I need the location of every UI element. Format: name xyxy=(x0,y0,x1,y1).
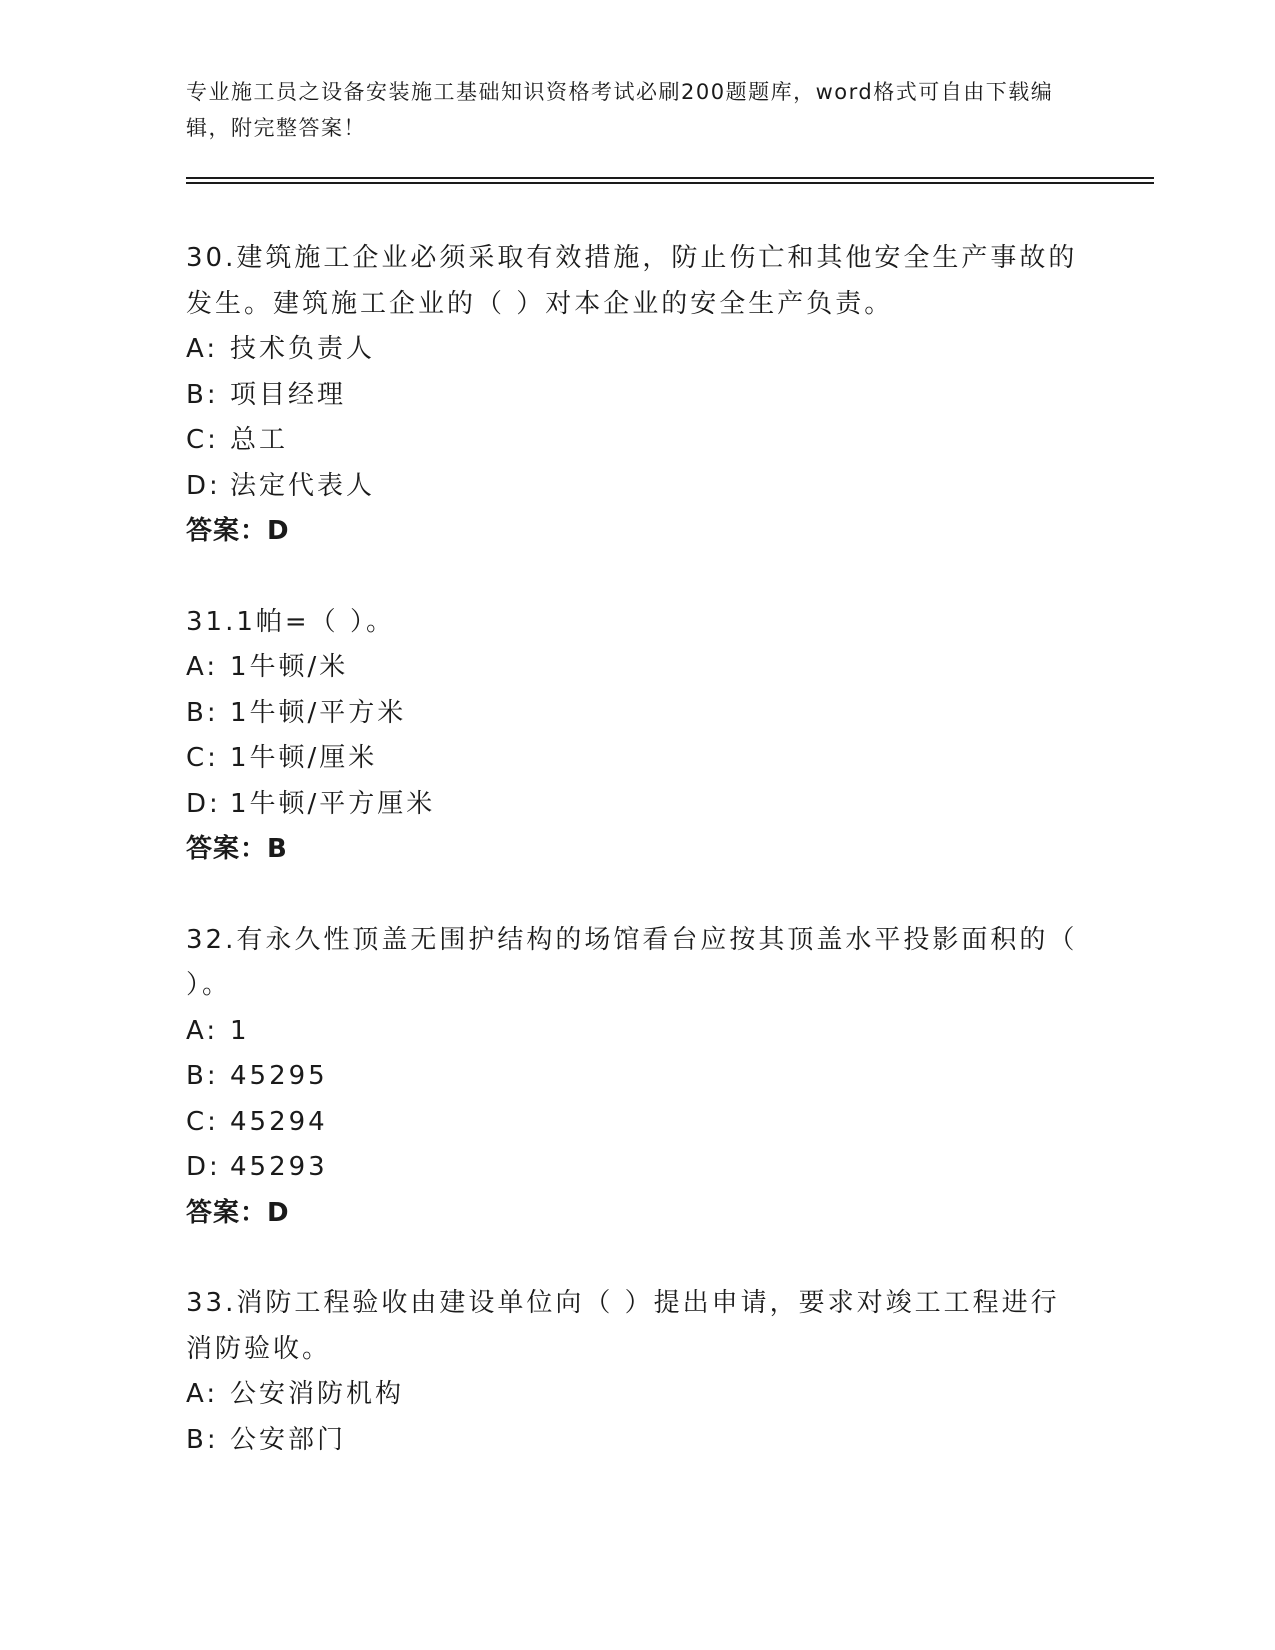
option-letter: A: xyxy=(186,652,219,682)
question-stem: 33.消防工程验收由建设单位向（ ）提出申请，要求对竣工工程进行消防验收。 xyxy=(186,1288,1060,1364)
option-b xyxy=(186,691,1086,737)
option-letter: C: xyxy=(186,425,219,455)
option-letter: A: xyxy=(186,1379,219,1409)
question-list xyxy=(186,236,1086,1508)
option-letter: B: xyxy=(186,379,219,410)
option-letter: D: xyxy=(186,788,221,819)
question-stem: 32.有永久性顶盖无围护结构的场馆看台应按其顶盖水平投影面积的（ ）。 xyxy=(186,924,1078,1000)
header-divider-line xyxy=(186,177,1154,179)
option-letter: B: xyxy=(186,1424,219,1455)
option-a xyxy=(186,645,1086,691)
answer-label: 答案：B xyxy=(186,834,288,864)
option-letter: D: xyxy=(186,1152,221,1182)
option-letter: C: xyxy=(186,1106,219,1137)
question-32 xyxy=(186,918,1086,1237)
question-31 xyxy=(186,600,1086,873)
option-c xyxy=(186,1100,1086,1146)
option-letter: A: xyxy=(186,334,219,364)
document-header-text: 专业施工员之设备安装施工基础知识资格考试必刷200题题库，word格式可自由下载编辑，附完整答案！ xyxy=(186,80,1054,140)
option-d xyxy=(186,1145,1086,1191)
option-text: 法定代表人 xyxy=(230,470,376,501)
option-a xyxy=(186,327,1086,373)
option-c xyxy=(186,736,1086,782)
option-text: 总工 xyxy=(230,425,289,455)
option-text: 技术负责人 xyxy=(230,334,376,364)
option-text: 1牛顿/厘米 xyxy=(230,743,378,773)
option-text: 45295 xyxy=(230,1061,328,1091)
answer-label: 答案：D xyxy=(186,1197,290,1228)
option-text: 1牛顿/米 xyxy=(230,652,349,682)
option-letter: C: xyxy=(186,743,219,773)
option-text: 1牛顿/平方米 xyxy=(230,697,407,728)
option-letter: A: xyxy=(186,1015,219,1046)
option-text: 1牛顿/平方厘米 xyxy=(230,788,436,819)
option-text: 项目经理 xyxy=(230,379,347,410)
option-text: 公安部门 xyxy=(230,1424,347,1455)
option-b xyxy=(186,373,1086,419)
option-text: 公安消防机构 xyxy=(230,1379,405,1409)
option-a xyxy=(186,1009,1086,1055)
option-letter: D: xyxy=(186,470,221,501)
option-c xyxy=(186,418,1086,464)
option-text: 45293 xyxy=(230,1152,328,1182)
header-divider-line-double xyxy=(186,182,1154,184)
option-b xyxy=(186,1054,1086,1100)
option-text: 45294 xyxy=(230,1106,328,1137)
question-33 xyxy=(186,1281,1086,1463)
option-a xyxy=(186,1372,1086,1418)
question-30 xyxy=(186,236,1086,555)
option-text: 1 xyxy=(230,1015,250,1046)
option-letter: B: xyxy=(186,1061,219,1091)
question-stem: 31.1帕=（ ）。 xyxy=(186,606,395,637)
option-b xyxy=(186,1418,1086,1464)
answer-label: 答案：D xyxy=(186,516,290,546)
option-letter: B: xyxy=(186,697,219,728)
option-d xyxy=(186,782,1086,828)
option-d xyxy=(186,464,1086,510)
question-stem: 30.建筑施工企业必须采取有效措施，防止伤亡和其他安全生产事故的发生。建筑施工企业的（ ）对本企业的安全生产负责。 xyxy=(186,243,1078,319)
